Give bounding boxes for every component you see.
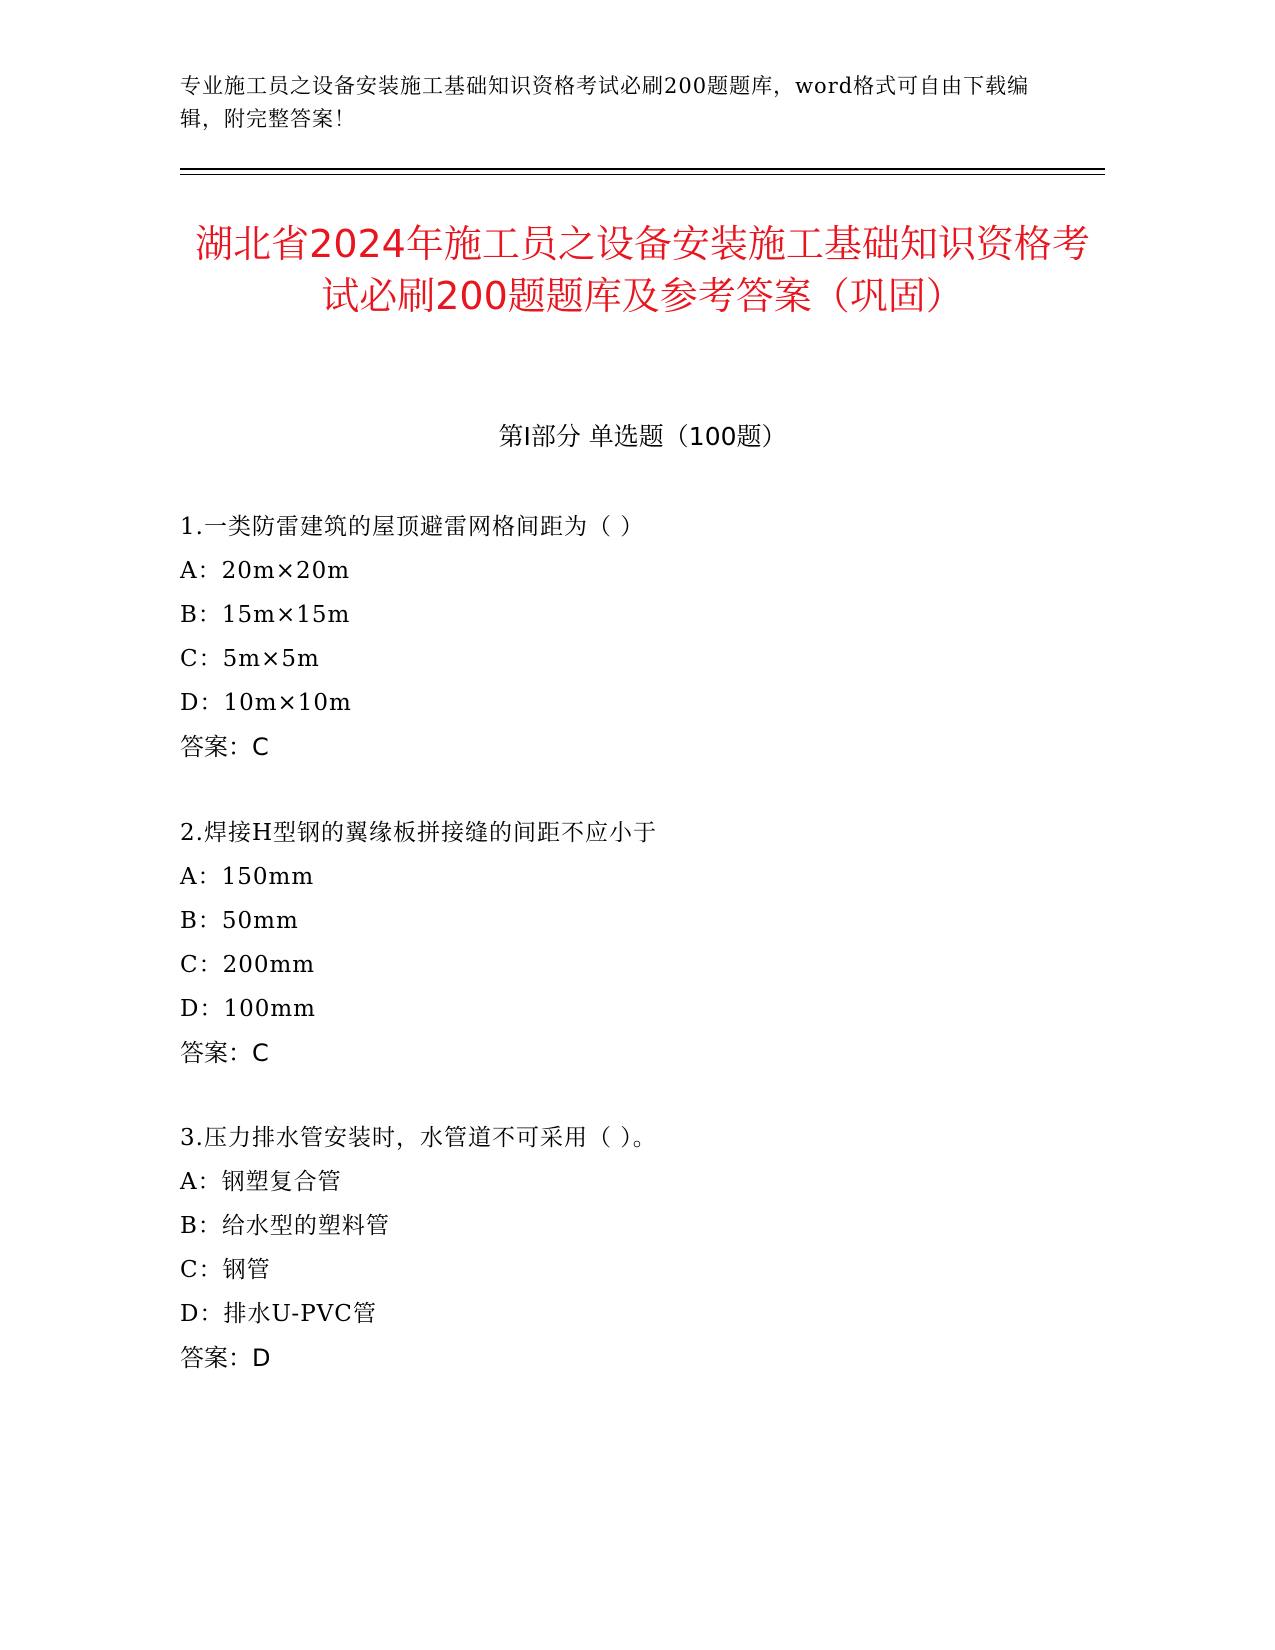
- header-rule-thin: [180, 174, 1105, 175]
- option-d: D：100mm: [180, 996, 316, 1022]
- option-a: A：20m×20m: [180, 558, 351, 584]
- option-d: D：排水U-PVC管: [180, 1301, 377, 1327]
- header-note: 专业施工员之设备安装施工基础知识资格考试必刷200题题库，word格式可自由下载编辑，附完整答案！: [180, 74, 1030, 131]
- option-b: B：15m×15m: [180, 602, 351, 628]
- answer: 答案：C: [180, 1039, 269, 1067]
- question-stem: 3.压力排水管安装时，水管道不可采用（ ）。: [180, 1125, 657, 1151]
- option-b: B：给水型的塑料管: [180, 1213, 390, 1239]
- option-d: D：10m×10m: [180, 690, 352, 716]
- header-rule-thick: [180, 168, 1105, 170]
- question-1: [180, 505, 1105, 769]
- option-b: B：50mm: [180, 908, 299, 934]
- question-3: [180, 1116, 1105, 1380]
- question-2: [180, 811, 1105, 1075]
- document-title: 湖北省2024年施工员之设备安装施工基础知识资格考试必刷200题题库及参考答案（巩固）: [195, 222, 1090, 318]
- answer: 答案：D: [180, 1344, 271, 1372]
- option-c: C：200mm: [180, 952, 316, 978]
- option-a: A：钢塑复合管: [180, 1169, 342, 1195]
- question-stem: 1.一类防雷建筑的屋顶避雷网格间距为（ ）: [180, 514, 645, 540]
- option-a: A：150mm: [180, 864, 315, 890]
- answer: 答案：C: [180, 733, 269, 761]
- option-c: C：钢管: [180, 1257, 271, 1283]
- question-stem: 2.焊接H型钢的翼缘板拼接缝的间距不应小于: [180, 820, 658, 846]
- option-c: C：5m×5m: [180, 646, 320, 672]
- section-title: 第Ⅰ部分 单选题（100题）: [498, 422, 787, 451]
